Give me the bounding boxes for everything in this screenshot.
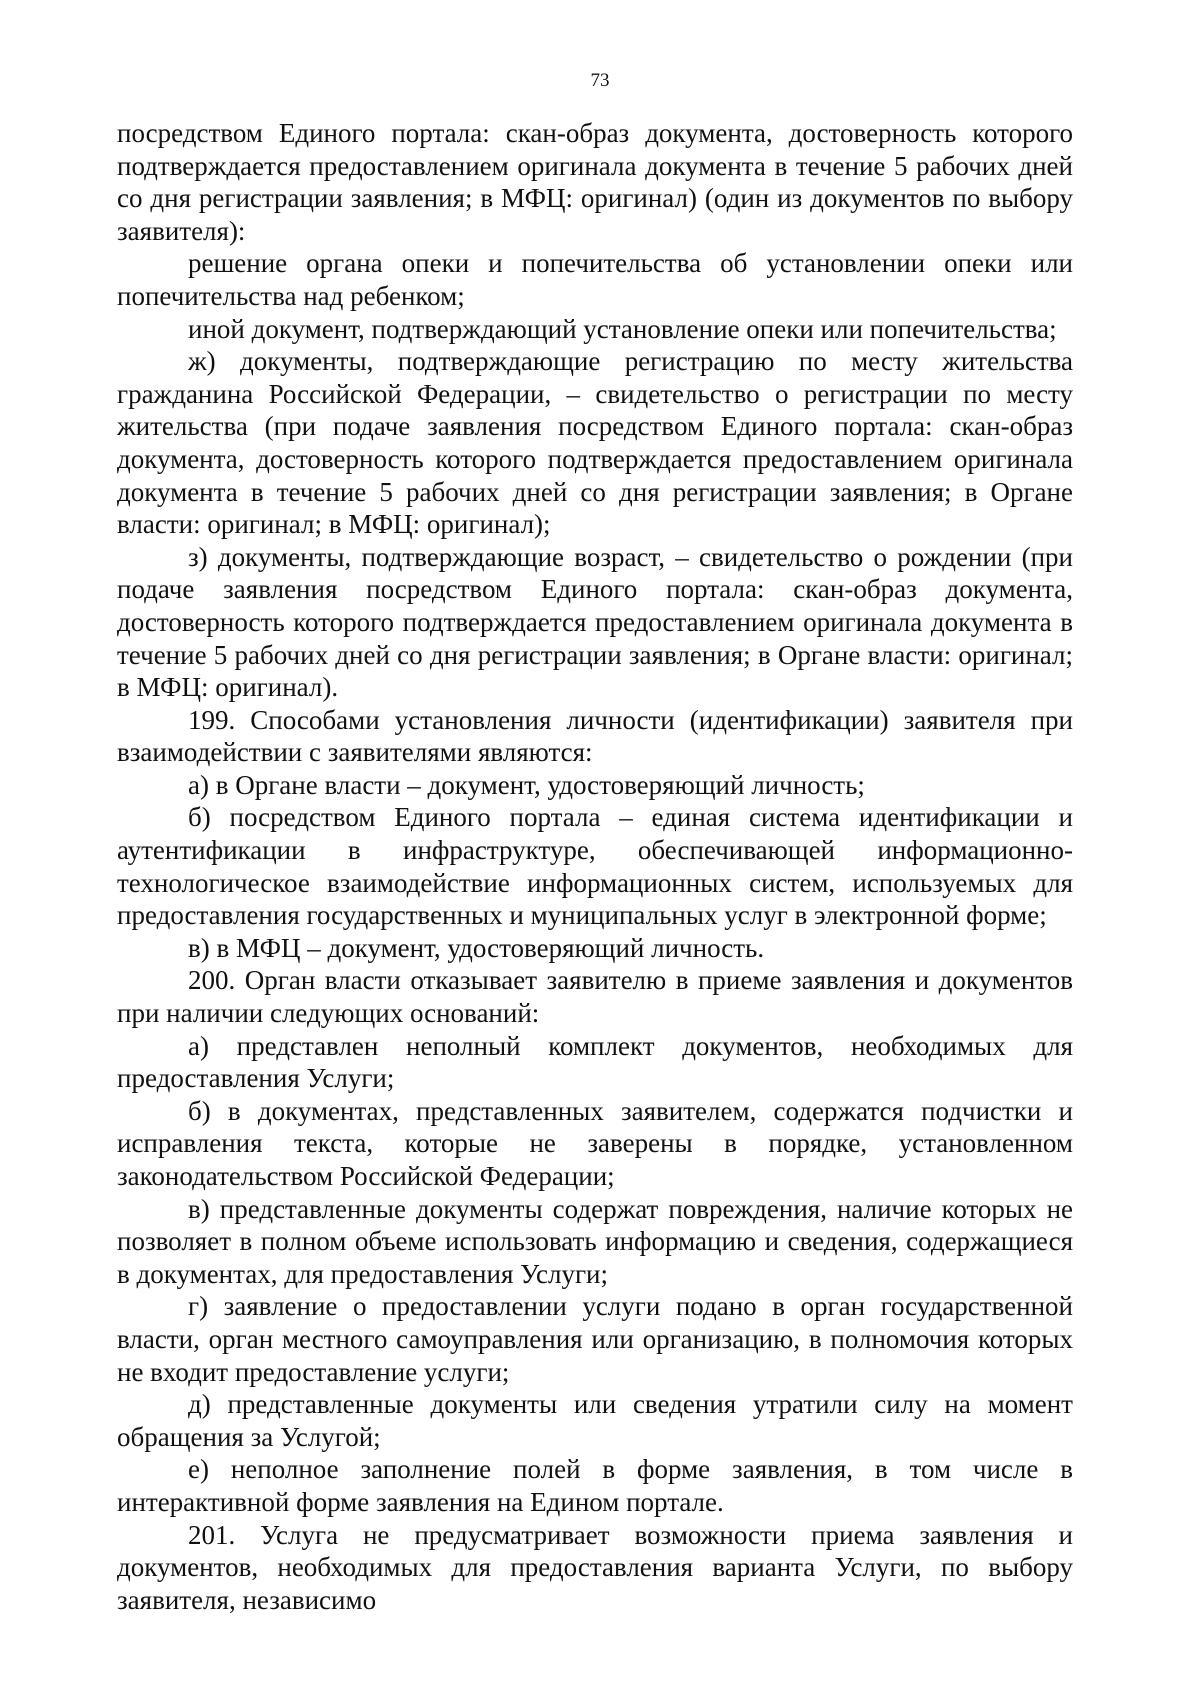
paragraph-200: 200. Орган власти отказывает заявителю в приеме заявления и документов при наличии следующих оснований: <box>117 965 1073 1029</box>
paragraph-item-z: з) документы, подтверждающие возраст, – свидетельство о рождении (при подаче заявления посредством Единого портала: скан-образ документа, достоверность которого подтверждается предоставлением оригинала документа в течение 5 рабочих дней со дня регистрации заявления; в Органе власти: оригинал; в МФЦ: оригинал). <box>117 541 1073 703</box>
paragraph-199-b: б) посредством Единого портала – единая система идентификации и аутентификации в инфраструктуре, обеспечивающей информационно-технологическое взаимодействие информационных систем, используемых для предоставления государственных и муниципальных услуг в электронной форме; <box>117 802 1073 931</box>
paragraph-200-v: в) представленные документы содержат повреждения, наличие которых не позволяет в полном объеме использовать информацию и сведения, содержащиеся в документах, для предоставления Услуги; <box>117 1193 1073 1289</box>
paragraph-199: 199. Способами установления личности (идентификации) заявителя при взаимодействии с заявителями являются: <box>117 704 1073 768</box>
paragraph-continuation: посредством Единого портала: скан-образ документа, достоверность которого подтверждается предоставлением оригинала документа в течение 5 рабочих дней со дня регистрации заявления; в МФЦ: оригинал) (один из документов по выбору заявителя): <box>117 118 1073 246</box>
paragraph-200-b: б) в документах, представленных заявителем, содержатся подчистки и исправления текста, которые не заверены в порядке, установленном законодательством Российской Федерации; <box>117 1095 1073 1191</box>
paragraph-199-v: в) в МФЦ – документ, удостоверяющий личность. <box>188 932 765 963</box>
paragraph-200-g: г) заявление о предоставлении услуги подано в орган государственной власти, орган местного самоуправления или организацию, в полномочия которых не входит предоставление услуги; <box>117 1291 1073 1387</box>
paragraph-199-a: а) в Органе власти – документ, удостоверяющий личность; <box>188 769 865 800</box>
document-body <box>117 117 1073 1616</box>
paragraph-item-zh: ж) документы, подтверждающие регистрацию по месту жительства гражданина Российской Федерации, – свидетельство о регистрации по месту жительства (при подаче заявления посредством Единого портала: скан-образ документа, достоверность которого подтверждается предоставлением оригинала документа в течение 5 рабочих дней со дня регистрации заявления; в Органе власти: оригинал; в МФЦ: оригинал); <box>117 346 1073 540</box>
paragraph-200-e: е) неполное заполнение полей в форме заявления, в том числе в интерактивной форме заявления на Едином портале. <box>117 1454 1073 1517</box>
paragraph-201: 201. Услуга не предусматривает возможности приема заявления и документов, необходимых для предоставления варианта Услуги, по выбору заявителя, независимо <box>117 1519 1073 1615</box>
paragraph-200-a: а) представлен неполный комплект документов, необходимых для предоставления Услуги; <box>117 1030 1073 1094</box>
paragraph-200-d: д) представленные документы или сведения утратили силу на момент обращения за Услугой; <box>117 1389 1073 1452</box>
page-number: 73 <box>590 70 610 91</box>
paragraph-other-guardianship-document: иной документ, подтверждающий установление опеки или попечительства; <box>188 313 1057 344</box>
paragraph-guardianship-decision: решение органа опеки и попечительства об установлении опеки или попечительства над ребенком; <box>117 248 1073 311</box>
